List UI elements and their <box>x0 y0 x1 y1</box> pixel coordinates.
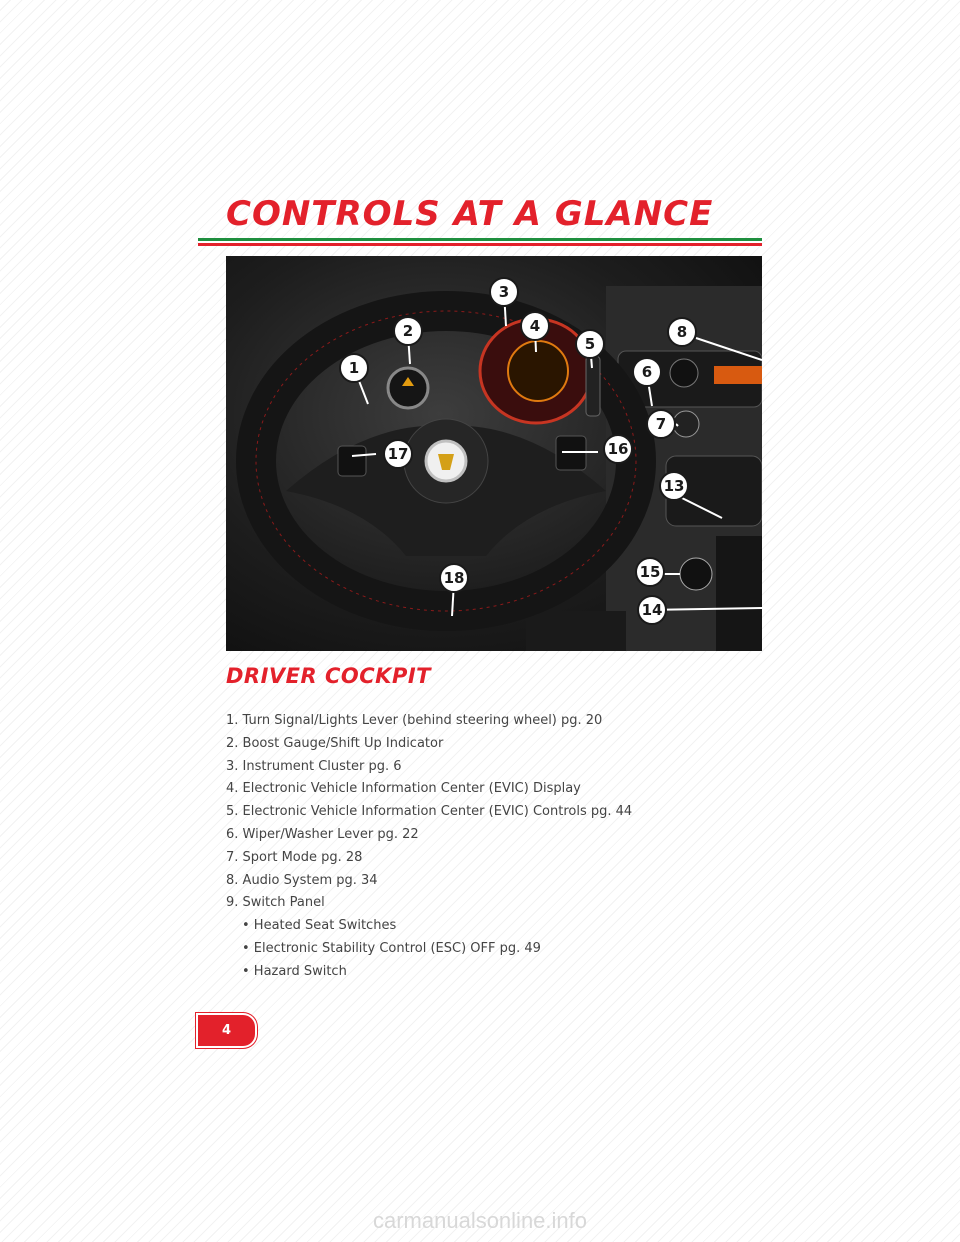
evic-controls <box>586 356 600 416</box>
list-item <box>226 801 766 824</box>
shifter <box>716 536 762 651</box>
list-item <box>226 710 766 733</box>
svg-text:6: 6 <box>641 363 653 381</box>
svg-text:3: 3 <box>498 283 510 301</box>
cockpit-photo <box>226 256 762 651</box>
list-item <box>226 892 766 915</box>
item-number: 1. <box>226 713 239 728</box>
svg-text:2: 2 <box>402 322 414 340</box>
svg-text:5: 5 <box>584 335 596 353</box>
item-text: Electronic Vehicle Information Center (EVIC) Display <box>242 781 581 797</box>
audio-knob <box>670 359 698 387</box>
callout-1 <box>340 354 368 382</box>
item-number: 9. <box>226 895 239 911</box>
item-text: Sport Mode pg. 28 <box>242 849 363 865</box>
page-number-tab: 4 <box>198 1015 255 1046</box>
list-item <box>226 756 766 779</box>
list-item <box>226 733 766 756</box>
svg-text:7: 7 <box>655 415 667 433</box>
sub-list-item: • Heated Seat Switches <box>242 918 397 934</box>
callout-7 <box>647 410 675 438</box>
callout-8 <box>668 318 696 346</box>
item-number: 4. <box>226 781 239 797</box>
footer-watermark: carmanualsonline.info <box>372 1208 588 1233</box>
callout-14 <box>638 596 666 624</box>
boost-gauge <box>388 368 428 408</box>
section-heading: DRIVER COCKPIT <box>226 664 431 688</box>
svg-text:14: 14 <box>641 601 663 619</box>
list-item <box>226 778 766 801</box>
svg-text:16: 16 <box>607 440 629 458</box>
item-number: 6. <box>226 826 239 842</box>
item-text: Turn Signal/Lights Lever (behind steering wheel) pg. 20 <box>242 713 603 728</box>
radio-display <box>714 366 762 384</box>
svg-text:1: 1 <box>348 359 360 377</box>
item-text: Boost Gauge/Shift Up Indicator <box>242 735 444 751</box>
callout-16 <box>604 435 632 463</box>
svg-text:15: 15 <box>639 563 661 581</box>
item-number: 3. <box>226 758 239 774</box>
console-button <box>680 558 712 590</box>
sub-list-item: • Hazard Switch <box>242 963 347 979</box>
item-number: 2. <box>226 735 239 751</box>
callout-18 <box>440 564 468 592</box>
svg-text:18: 18 <box>443 569 465 587</box>
svg-text:8: 8 <box>676 323 688 341</box>
callout-17 <box>384 440 412 468</box>
callout-3 <box>490 278 518 306</box>
item-number: 5. <box>226 804 239 820</box>
item-text: Audio System pg. 34 <box>242 872 378 888</box>
item-number: 8. <box>226 872 239 888</box>
item-text: Electronic Vehicle Information Center (EVIC) Controls pg. 44 <box>242 804 633 820</box>
page-title: CONTROLS AT A GLANCE <box>226 194 714 234</box>
sub-list-item: • Electronic Stability Control (ESC) OFF pg. 49 <box>242 940 541 956</box>
left-wheel-buttons <box>338 446 366 476</box>
svg-text:17: 17 <box>387 445 409 463</box>
driver-cockpit-list <box>226 710 766 984</box>
pedal-area <box>526 611 626 651</box>
evic-display <box>508 341 568 401</box>
list-item <box>226 824 766 847</box>
svg-text:13: 13 <box>663 477 685 495</box>
svg-text:4: 4 <box>529 317 541 335</box>
title-rule-red <box>198 243 762 246</box>
callout-2 <box>394 317 422 345</box>
callout-5 <box>576 330 604 358</box>
cockpit-illustration <box>226 256 762 651</box>
list-item <box>226 847 766 870</box>
item-text: Instrument Cluster pg. 6 <box>242 758 402 774</box>
callout-15 <box>636 558 664 586</box>
callout-4 <box>521 312 549 340</box>
list-item <box>226 870 766 893</box>
callout-6 <box>633 358 661 386</box>
item-text: Wiper/Washer Lever pg. 22 <box>242 826 419 842</box>
callout-13 <box>660 472 688 500</box>
item-number: 7. <box>226 849 239 865</box>
item-text: Switch Panel <box>242 895 325 911</box>
